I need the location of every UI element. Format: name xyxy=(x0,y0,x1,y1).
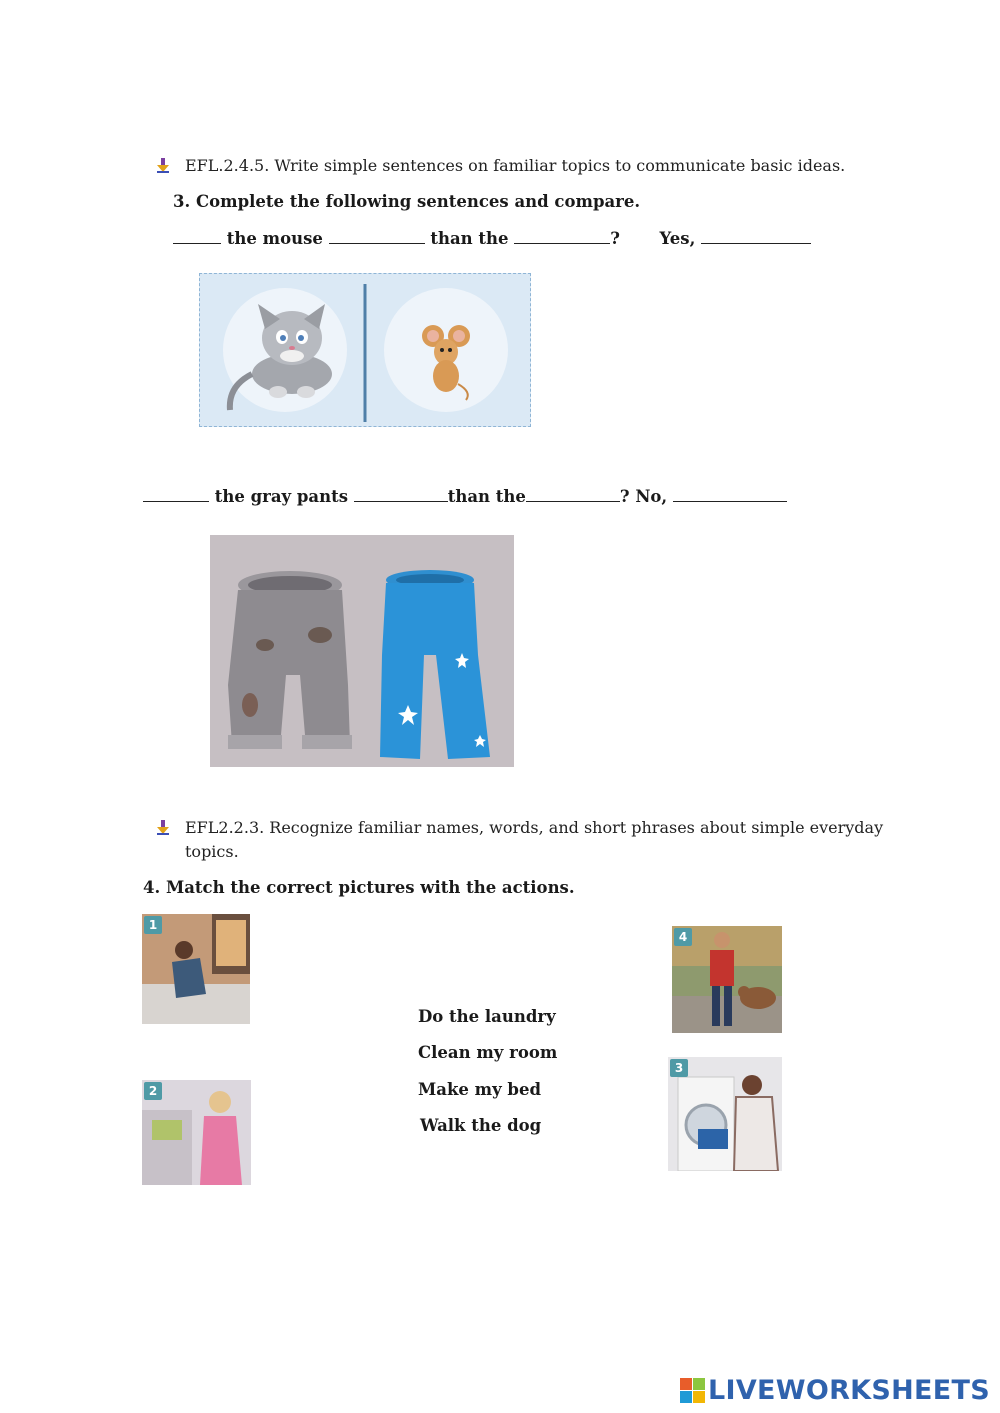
sentence-2 xyxy=(143,487,787,506)
picture-2-clean-room xyxy=(142,1080,251,1185)
brand-text: LIVEWORKSHEETS xyxy=(707,1374,990,1406)
blank-input[interactable] xyxy=(143,487,209,502)
cat-mouse-illustration xyxy=(200,274,531,427)
pants-illustration xyxy=(210,535,514,767)
cat-mouse-picture xyxy=(199,273,531,427)
blank-input[interactable] xyxy=(329,229,425,244)
pants-picture xyxy=(210,535,514,767)
exercise-3-title: 3. Complete the following sentences and compare. xyxy=(173,192,641,211)
sentence-2-text-a: the gray pants xyxy=(214,487,348,506)
logo-mark-icon xyxy=(680,1378,705,1403)
action-item[interactable]: Do the laundry xyxy=(418,1007,556,1026)
blank-input[interactable] xyxy=(673,487,787,502)
blank-input[interactable] xyxy=(701,229,811,244)
sentence-1-text-a: the mouse xyxy=(226,229,323,248)
blank-input[interactable] xyxy=(526,487,620,502)
picture-number-badge: 1 xyxy=(144,916,162,934)
blank-input[interactable] xyxy=(173,229,221,244)
sentence-1-text-b: than the xyxy=(430,229,509,248)
action-item[interactable]: Make my bed xyxy=(418,1080,541,1099)
standard-text-2-line2: topics. xyxy=(185,842,239,861)
sentence-2-text-b: than the xyxy=(447,487,526,506)
blank-input[interactable] xyxy=(354,487,448,502)
sentence-1-qmark: ? xyxy=(610,229,620,248)
sentence-1-answer-label: Yes, xyxy=(659,229,696,248)
action-item[interactable]: Clean my room xyxy=(418,1043,558,1062)
action-item[interactable]: Walk the dog xyxy=(420,1116,542,1135)
blank-input[interactable] xyxy=(514,229,610,244)
picture-number-badge: 3 xyxy=(670,1059,688,1077)
exercise-4-title: 4. Match the correct pictures with the actions. xyxy=(143,878,575,897)
bullet-icon xyxy=(154,819,172,837)
picture-number-badge: 4 xyxy=(674,928,692,946)
bullet-icon xyxy=(154,157,172,175)
picture-number-badge: 2 xyxy=(144,1082,162,1100)
standard-text: EFL.2.4.5. Write simple sentences on familiar topics to communicate basic ideas. xyxy=(185,156,846,175)
picture-3-laundry xyxy=(668,1057,782,1171)
liveworksheets-logo xyxy=(680,1375,990,1405)
standard-text-2-line1: EFL2.2.3. Recognize familiar names, words, and short phrases about simple everyday xyxy=(185,818,884,837)
sentence-2-text-c: ? No, xyxy=(619,487,668,506)
picture-1-make-bed xyxy=(142,914,250,1024)
picture-4-walk-dog xyxy=(672,926,782,1033)
sentence-1 xyxy=(173,229,811,248)
